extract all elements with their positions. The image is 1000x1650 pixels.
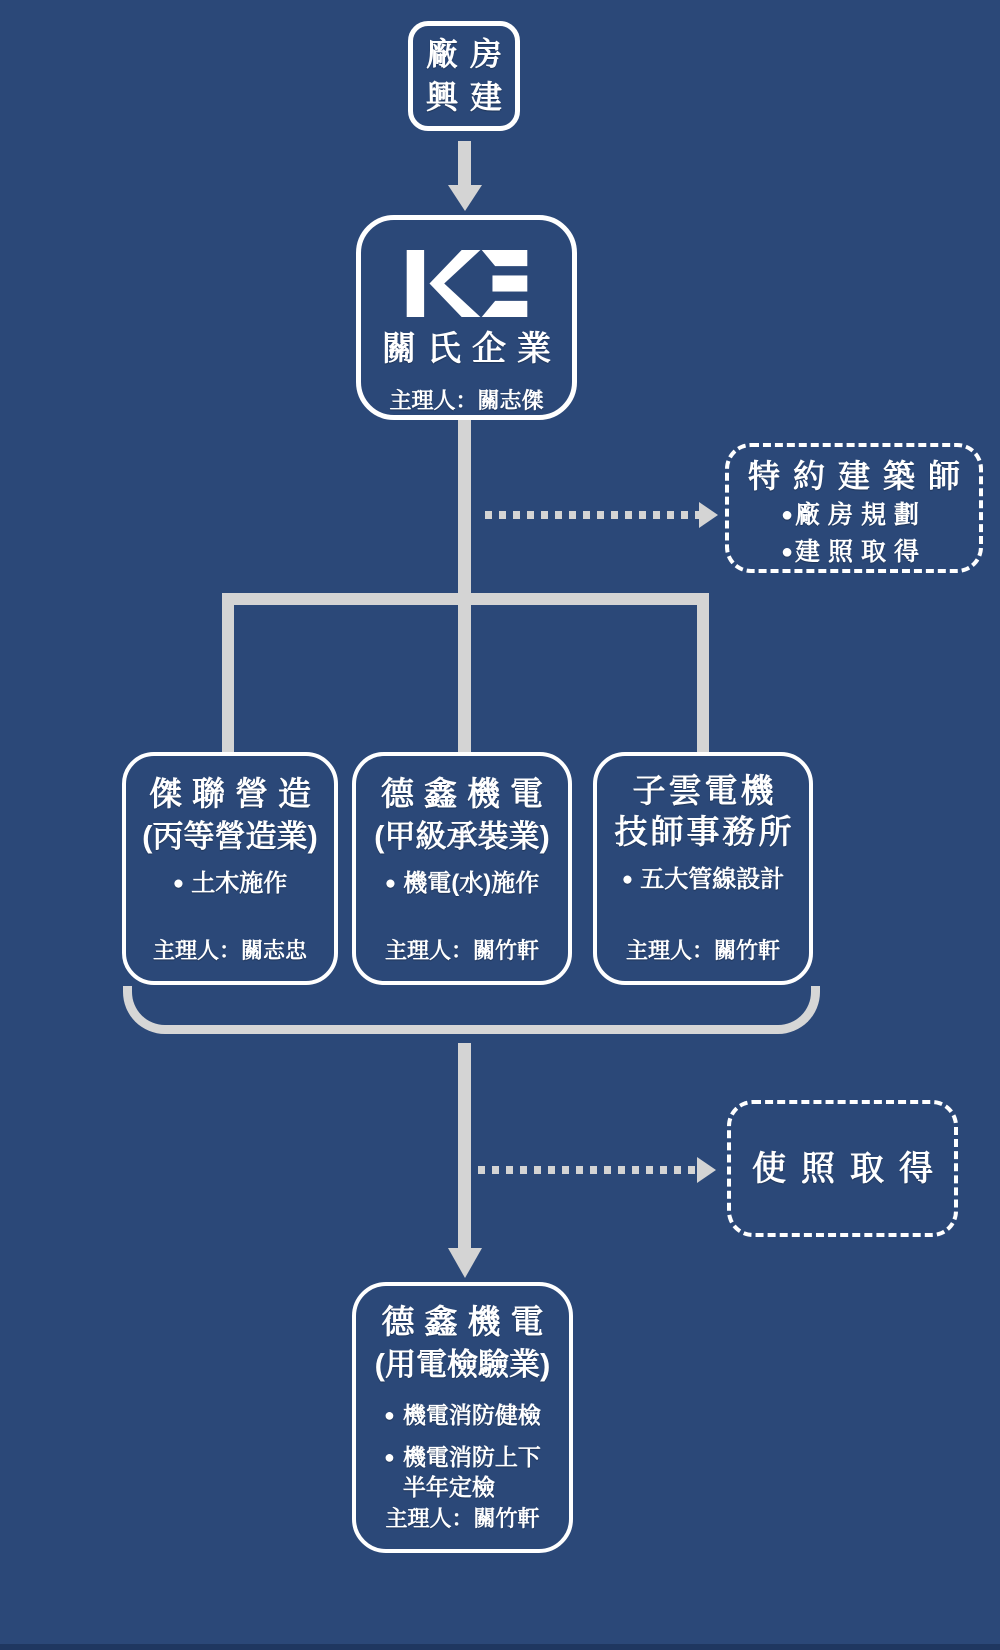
ke-logo-icon bbox=[403, 250, 531, 317]
inspection-bullet-2 bbox=[384, 1442, 561, 1502]
architect-bullet-1-text: 廠房規劃 bbox=[795, 501, 928, 529]
node-ke-company bbox=[356, 215, 577, 420]
engineer-office-bullet-1-text: 五大管線設計 bbox=[640, 866, 785, 893]
connector-right-drop-line bbox=[697, 593, 709, 752]
arrow-down-head-icon bbox=[448, 185, 482, 211]
footer-strip bbox=[0, 1644, 1000, 1650]
connector-left-drop-line bbox=[222, 593, 234, 752]
mep-bullet-1-text: 機電(水)施作 bbox=[403, 870, 540, 897]
engineer-office-title-line1: 子雲電機 bbox=[632, 772, 777, 809]
engineer-office-title-line2: 技師事務所 bbox=[614, 813, 795, 850]
inspection-subtitle: (用電檢驗業) bbox=[374, 1347, 551, 1382]
builder-manager: 主理人：關志忠 bbox=[152, 938, 307, 963]
arrow-down-icon bbox=[458, 141, 471, 186]
arrow-down-2-head-icon bbox=[448, 1248, 482, 1278]
engineer-office-bullet-1 bbox=[622, 864, 784, 896]
dotted-arrow-architect-head-icon bbox=[699, 502, 718, 528]
builder-bullet-1 bbox=[173, 868, 287, 900]
builder-bullet-1-text: 土木施作 bbox=[191, 870, 288, 897]
inspection-bullet-1-text: 機電消防健檢 bbox=[402, 1402, 541, 1428]
dotted-arrow-architect-icon bbox=[485, 511, 700, 519]
inspection-manager: 主理人：關竹軒 bbox=[385, 1506, 540, 1531]
bullet-icon: ● bbox=[780, 504, 794, 526]
builder-title: 傑聯營造 bbox=[149, 775, 321, 812]
arrow-down-2-icon bbox=[458, 1043, 471, 1249]
bullet-icon: ● bbox=[384, 1447, 395, 1467]
builder-subtitle: (丙等營造業) bbox=[142, 819, 318, 854]
node-factory-build bbox=[408, 21, 520, 131]
bullet-icon: ● bbox=[172, 873, 185, 894]
node-engineer-office bbox=[593, 752, 813, 985]
node-mep bbox=[352, 752, 572, 985]
bullet-icon: ● bbox=[621, 869, 634, 890]
mep-bullet-1 bbox=[385, 868, 539, 900]
node-factory-build-line1: 廠房 bbox=[425, 36, 514, 72]
architect-bullet-2 bbox=[781, 534, 927, 571]
dotted-arrow-license-head-icon bbox=[697, 1157, 716, 1183]
ke-company-name: 關氏企業 bbox=[382, 330, 562, 368]
connector-rail-line bbox=[222, 593, 709, 605]
bullet-icon: ● bbox=[384, 1405, 395, 1425]
dotted-arrow-license-icon bbox=[478, 1166, 698, 1174]
inspection-title: 德鑫機電 bbox=[381, 1303, 554, 1340]
mep-subtitle: (甲級承裝業) bbox=[374, 819, 550, 854]
ke-company-manager: 主理人：關志傑 bbox=[389, 388, 544, 413]
architect-bullet-1 bbox=[781, 497, 927, 534]
node-factory-build-line2: 興建 bbox=[425, 79, 514, 115]
license-title: 使照取得 bbox=[752, 1149, 948, 1188]
engineer-office-manager: 主理人：關竹軒 bbox=[625, 938, 780, 963]
node-license bbox=[727, 1100, 958, 1237]
mep-title: 德鑫機電 bbox=[381, 775, 553, 812]
connector-trunk-line bbox=[458, 420, 471, 752]
node-architect bbox=[725, 443, 983, 573]
node-builder bbox=[122, 752, 338, 985]
mep-manager: 主理人：關竹軒 bbox=[384, 938, 539, 963]
inspection-bullet-1 bbox=[384, 1400, 561, 1430]
inspection-bullet-list bbox=[356, 1400, 561, 1502]
group-brace-connector bbox=[123, 986, 820, 1034]
architect-bullet-2-text: 建照取得 bbox=[795, 538, 928, 566]
architect-title: 特約建築師 bbox=[747, 458, 973, 494]
inspection-bullet-2-text: 機電消防上下半年定檢 bbox=[402, 1444, 541, 1500]
bullet-icon: ● bbox=[780, 541, 794, 563]
node-inspection bbox=[352, 1282, 573, 1553]
bullet-icon: ● bbox=[384, 873, 397, 894]
